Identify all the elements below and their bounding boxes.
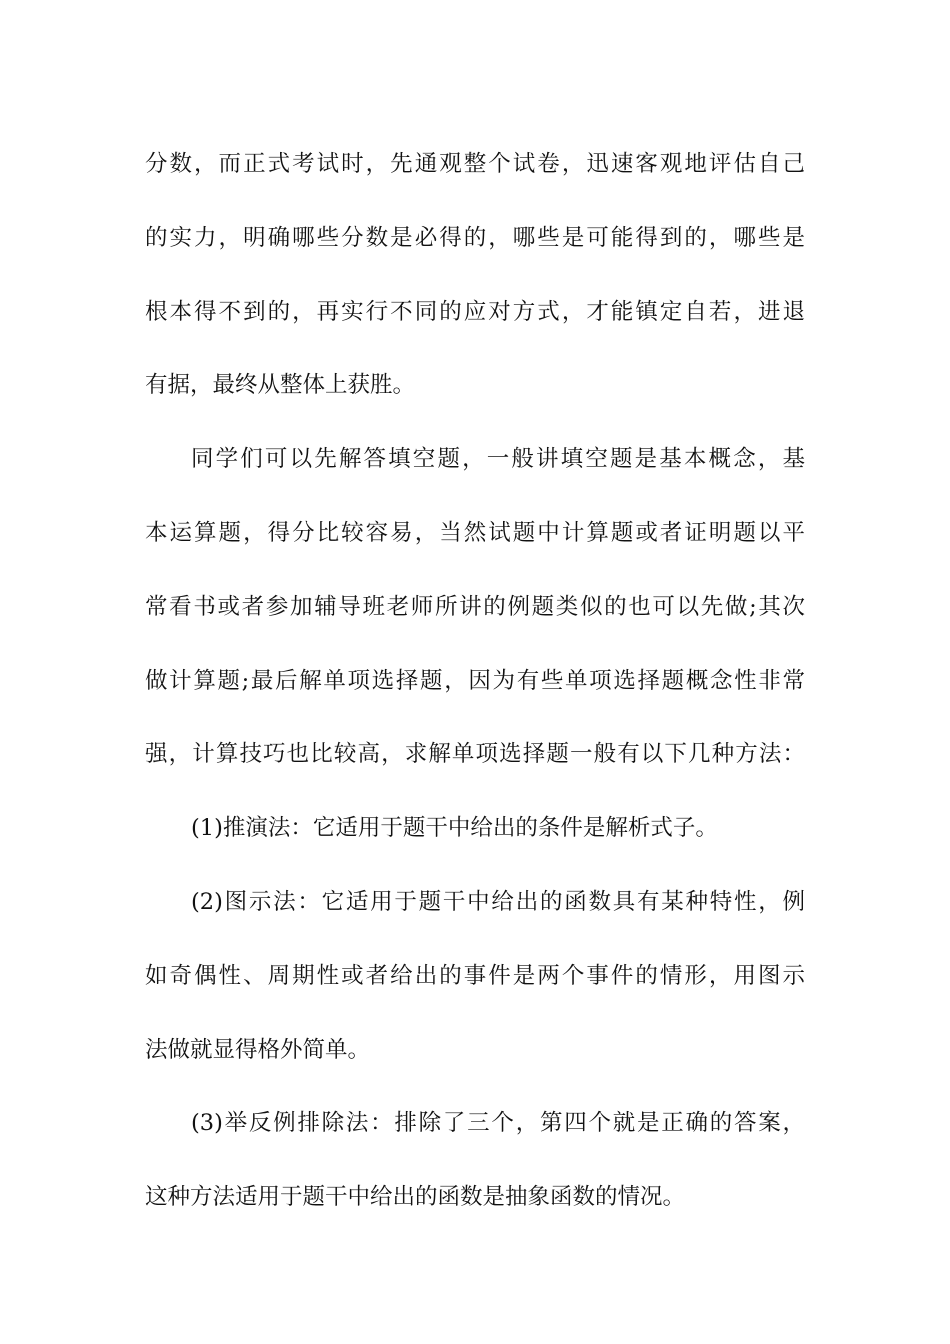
document-body xyxy=(145,128,805,1235)
paragraph-method-1 xyxy=(145,792,805,866)
text-line: 的实力，明确哪些分数是必得的，哪些是可能得到的，哪些是 xyxy=(145,224,805,251)
text-line: 做计算题;最后解单项选择题，因为有些单项选择题概念性非常 xyxy=(145,667,805,694)
text-line: 根本得不到的，再实行不同的应对方式，才能镇定自若，进退 xyxy=(145,298,805,325)
text-line: 本运算题，得分比较容易，当然试题中计算题或者证明题以平 xyxy=(145,519,805,546)
text-line: 这种方法适用于题干中给出的函数是抽象函数的情况。 xyxy=(145,1184,686,1211)
text-line: 如奇偶性、周期性或者给出的事件是两个事件的情形，用图示 xyxy=(145,962,805,989)
text-line: (2)图示法：它适用于题干中给出的函数具有某种特性，例 xyxy=(191,888,805,915)
text-line: 强，计算技巧也比较高，求解单项选择题一般有以下几种方法： xyxy=(145,741,805,768)
paragraph-exam-strategy xyxy=(145,128,805,423)
text-line: 同学们可以先解答填空题，一般讲填空题是基本概念，基 xyxy=(191,446,805,473)
text-line: (3)举反例排除法：排除了三个，第四个就是正确的答案， xyxy=(191,1110,805,1137)
text-line: (1)推演法：它适用于题干中给出的条件是解析式子。 xyxy=(191,815,718,842)
paragraph-method-2 xyxy=(145,866,805,1087)
text-line: 法做就显得格外简单。 xyxy=(145,1036,371,1063)
text-line: 常看书或者参加辅导班老师所讲的例题类似的也可以先做;其次 xyxy=(145,593,805,620)
text-line: 分数，而正式考试时，先通观整个试卷，迅速客观地评估自己 xyxy=(145,151,805,177)
text-line: 有据，最终从整体上获胜。 xyxy=(145,372,416,399)
paragraph-answer-order xyxy=(145,423,805,792)
paragraph-method-3 xyxy=(145,1087,805,1235)
